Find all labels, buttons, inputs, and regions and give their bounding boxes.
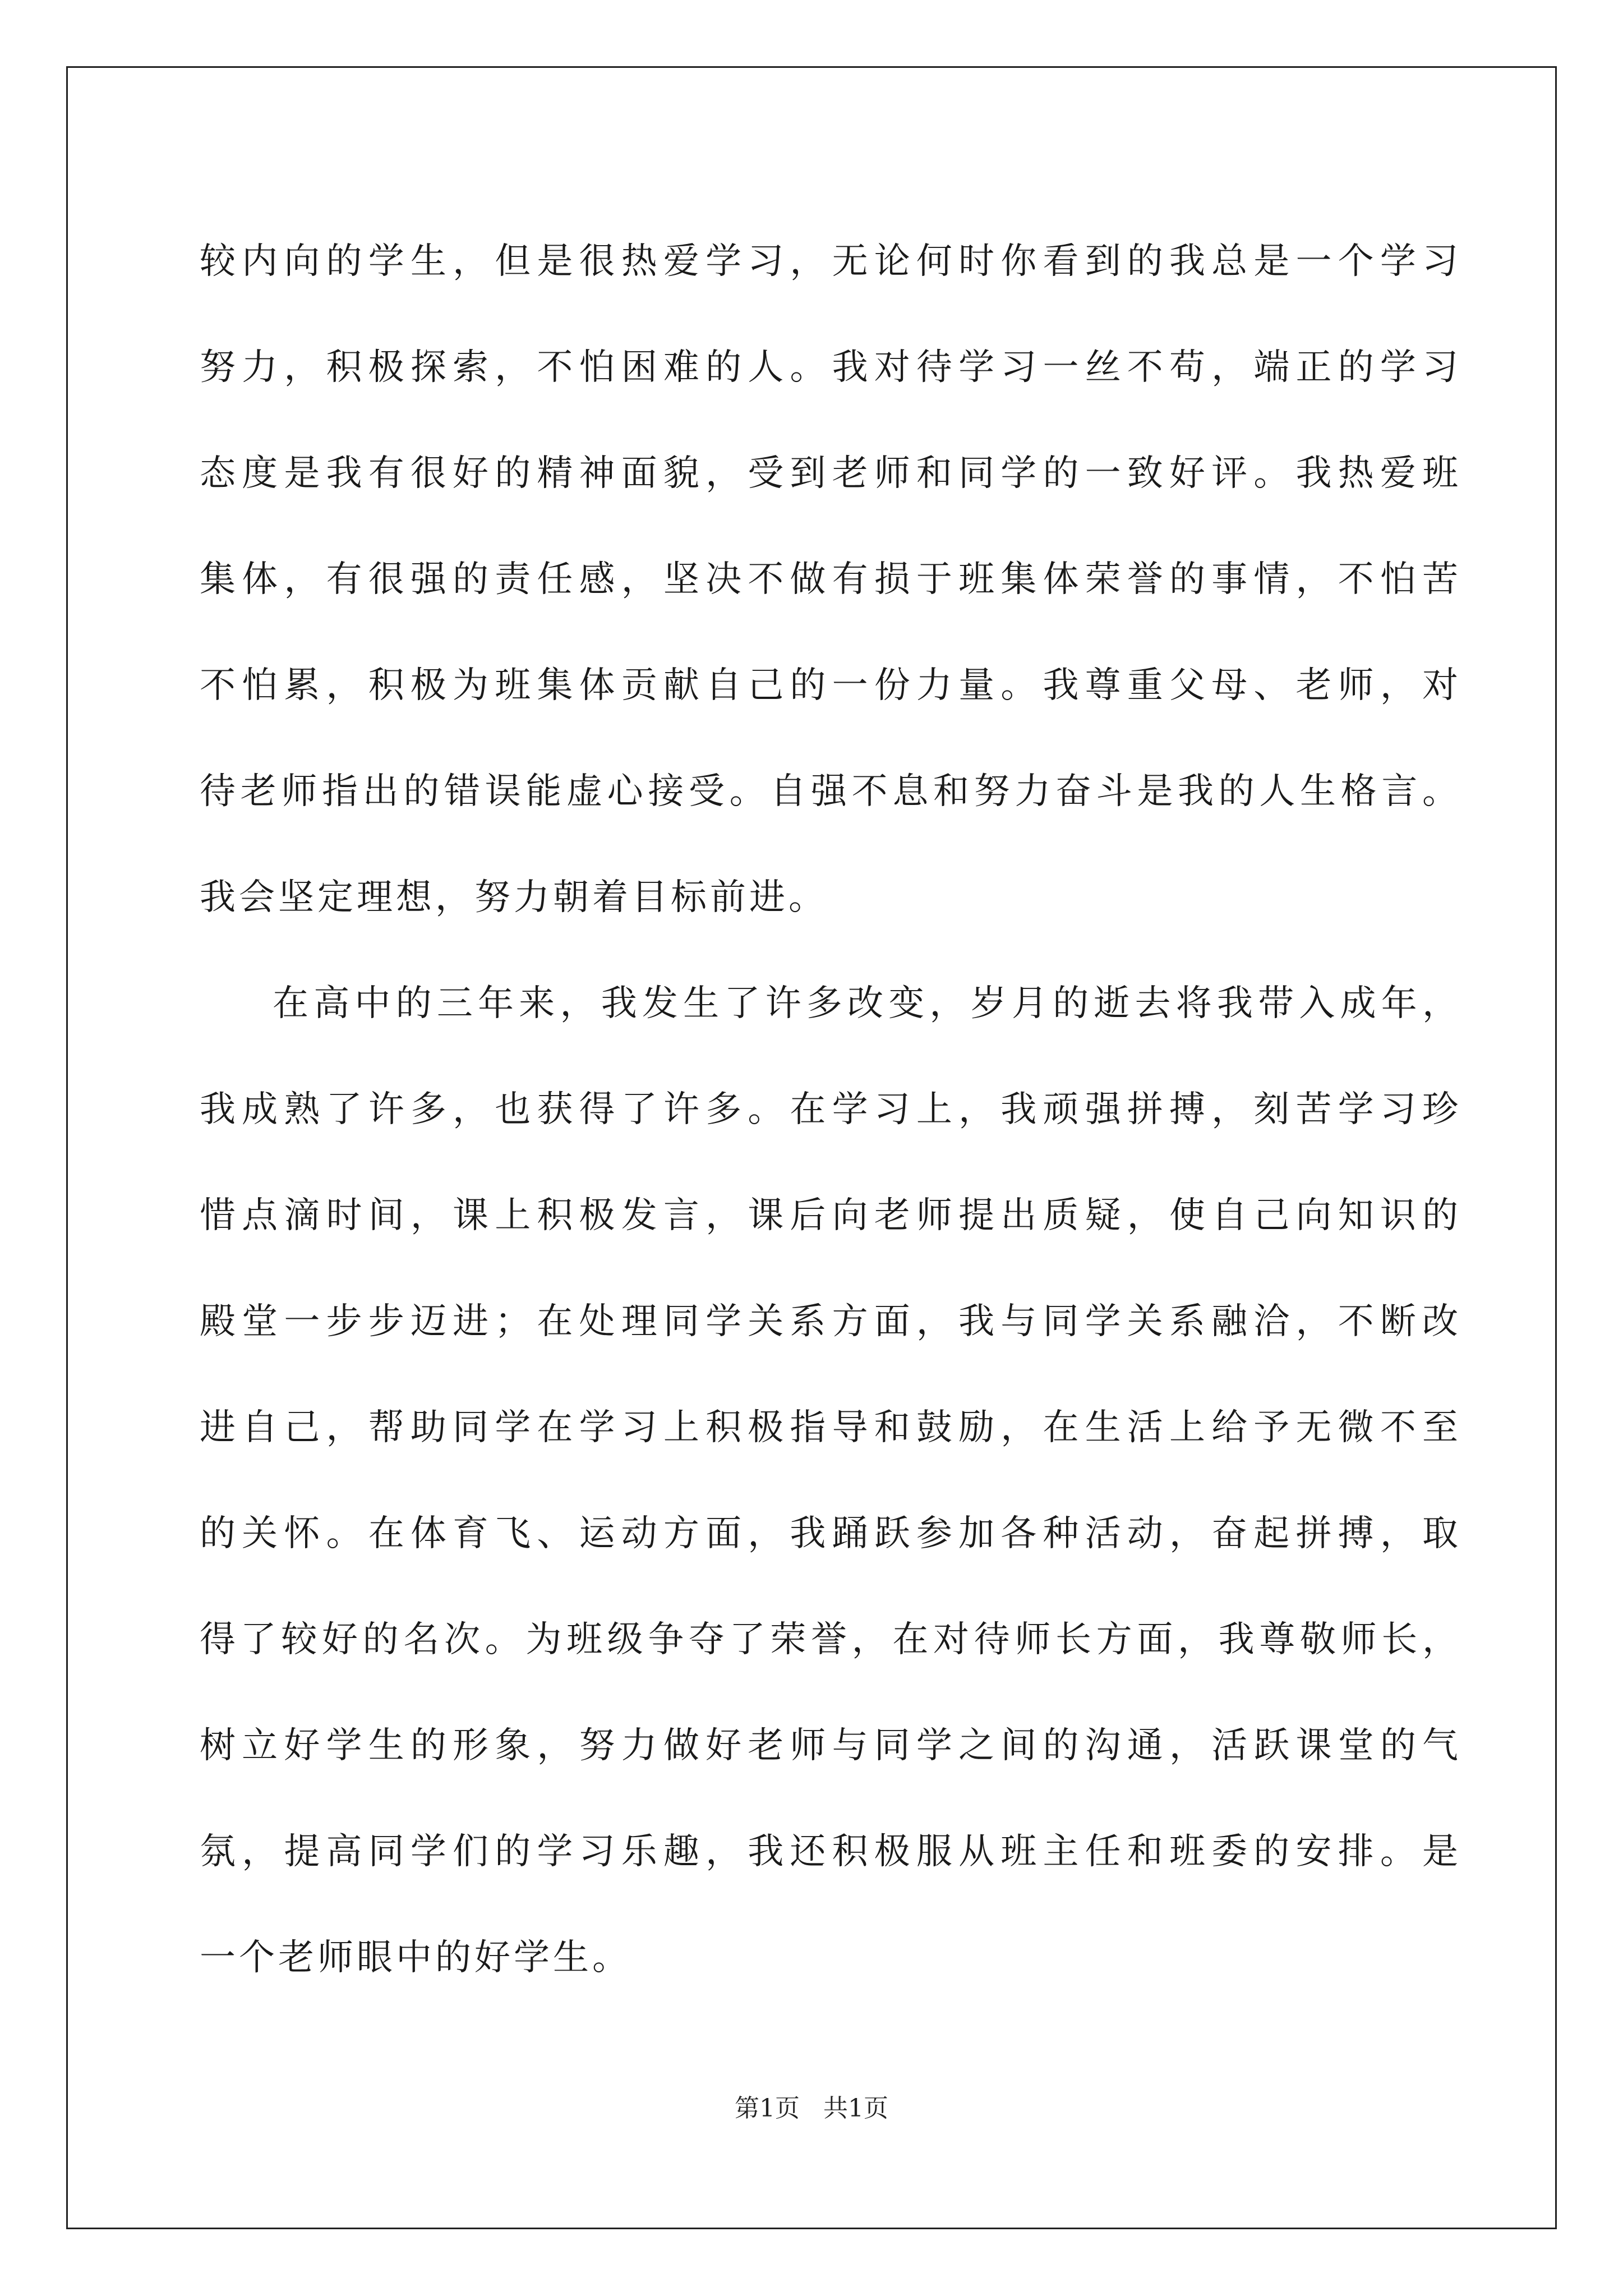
paragraph-2-line-1: 在高中的三年来，我发生了许多改变，岁月的逝去将我带入成年， — [273, 983, 1461, 1024]
paragraph-2-line-2: 我成熟了许多，也获得了许多。在学习上，我顽强拼搏，刻苦学习珍 — [200, 1089, 1461, 1130]
paragraph-2-line-4: 殿堂一步步迈进；在处理同学关系方面，我与同学关系融洽，不断改 — [200, 1301, 1461, 1342]
paragraph-1-line-3: 态度是我有很好的精神面貌，受到老师和同学的一致好评。我热爱班 — [200, 453, 1461, 494]
paragraph-1-line-7: 我会坚定理想，努力朝着目标前进。 — [200, 877, 828, 918]
paragraph-2-line-8: 树立好学生的形象，努力做好老师与同学之间的沟通，活跃课堂的气 — [200, 1725, 1461, 1766]
paragraph-1-line-6: 待老师指出的错误能虚心接受。自强不息和努力奋斗是我的人生格言。 — [200, 771, 1461, 812]
paragraph-2-line-6: 的关怀。在体育飞、运动方面，我踊跃参加各种活动，奋起拼搏，取 — [200, 1513, 1461, 1554]
paragraph-2-line-9: 氛，提高同学们的学习乐趣，我还积极服从班主任和班委的安排。是 — [200, 1831, 1461, 1872]
document-body — [200, 209, 1461, 2011]
paragraph-2-line-7: 得了较好的名次。为班级争夺了荣誉，在对待师长方面，我尊敬师长， — [200, 1619, 1461, 1660]
paragraph-2-line-10: 一个老师眼中的好学生。 — [200, 1937, 631, 1978]
paragraph-1-line-5: 不怕累，积极为班集体贡献自己的一份力量。我尊重父母、老师，对 — [200, 665, 1461, 706]
paragraph-1-line-4: 集体，有很强的责任感，坚决不做有损于班集体荣誉的事情，不怕苦 — [200, 559, 1461, 600]
paragraph-1-line-1: 较内向的学生，但是很热爱学习，无论何时你看到的我总是一个学习 — [200, 241, 1461, 282]
paragraph-2-line-5: 进自己，帮助同学在学习上积极指导和鼓励，在生活上给予无微不至 — [200, 1407, 1461, 1448]
paragraph-2-line-3: 惜点滴时间，课上积极发言，课后向老师提出质疑，使自己向知识的 — [200, 1195, 1461, 1236]
page-number-footer: 第1页 共1页 — [735, 2094, 888, 2123]
paragraph-1-line-2: 努力，积极探索，不怕困难的人。我对待学习一丝不苟，端正的学习 — [200, 347, 1461, 388]
